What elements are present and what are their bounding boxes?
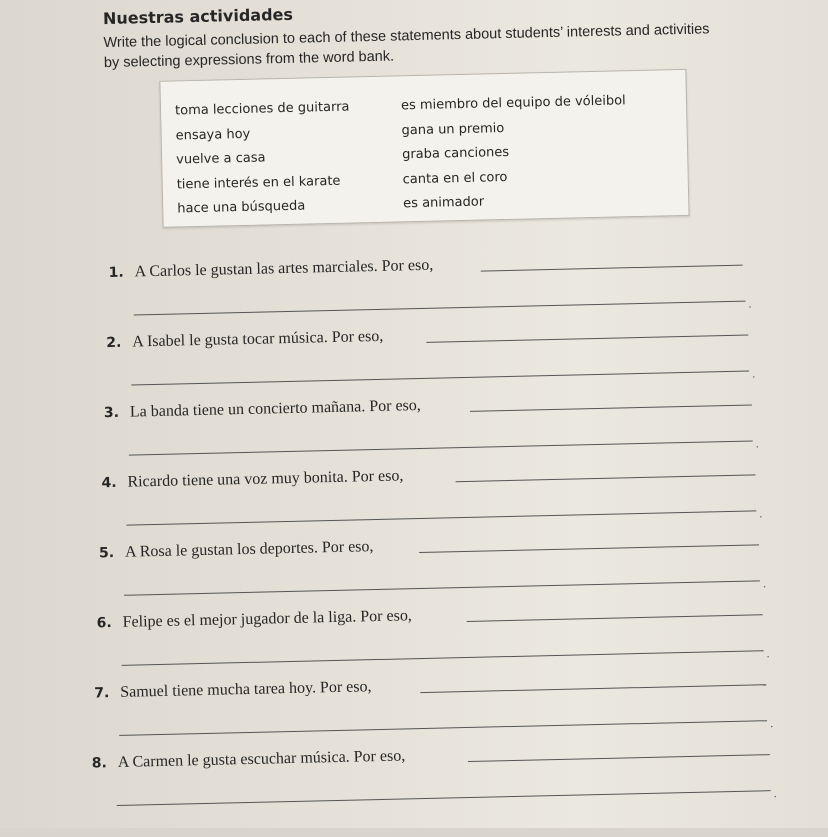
question-text: A Carmen le gusta escuchar música. Por eso, (117, 747, 406, 771)
answer-line[interactable] (126, 510, 756, 525)
question-number: 1. (108, 264, 124, 282)
question-text: Felipe es el mejor jugador de la liga. Por eso, (122, 607, 413, 631)
period-mark: . (755, 436, 759, 451)
period-mark: . (769, 716, 774, 731)
question-text: La banda tiene un concierto mañana. Por eso, (129, 396, 421, 421)
question-text: A Rosa le gustan los deportes. Por eso, (124, 538, 374, 561)
word-bank-item: hace una búsqueda (177, 198, 306, 217)
question-number: 6. (96, 615, 112, 632)
question-text: A Carlos le gustan las artes marciales. Por eso, (134, 256, 434, 281)
instructions: Write the logical conclusion to each of these statements about students’ interests and activities by selecting expressions from the word bank. (103, 21, 710, 72)
answer-line[interactable] (117, 790, 771, 806)
word-bank-item: ensaya hoy (175, 126, 251, 143)
question-text: Ricardo tiene una voz muy bonita. Por eso, (127, 467, 404, 491)
word-bank (159, 69, 689, 228)
word-bank-item: vuelve a casa (176, 150, 266, 168)
period-mark: . (759, 506, 763, 521)
question-number: 3. (103, 404, 120, 422)
period-mark: . (766, 646, 770, 661)
period-mark: . (752, 366, 756, 381)
word-bank-item: gana un premio (401, 120, 505, 138)
answer-line[interactable] (420, 684, 766, 693)
period-mark: . (762, 576, 767, 591)
question-text: Samuel tiene mucha tarea hoy. Por eso, (120, 678, 372, 701)
question-number: 5. (98, 544, 115, 562)
question-number: 4. (101, 474, 117, 492)
word-bank-right-column (401, 89, 628, 217)
answer-line[interactable] (481, 265, 743, 272)
word-bank-left-column (175, 96, 352, 222)
answer-line[interactable] (124, 580, 760, 595)
answer-line[interactable] (419, 544, 759, 553)
answer-line[interactable] (426, 335, 748, 343)
word-bank-item: canta en el coro (402, 169, 508, 187)
answer-line[interactable] (122, 650, 764, 666)
period-mark: . (773, 786, 777, 801)
answer-line[interactable] (470, 404, 752, 411)
page-title: Nuestras actividades (102, 4, 294, 29)
question-text: A Isabel le gusta tocar música. Por eso, (132, 327, 384, 351)
period-mark: . (748, 296, 752, 311)
answer-line[interactable] (468, 754, 770, 762)
question-number: 2. (106, 334, 122, 352)
answer-line[interactable] (131, 371, 749, 386)
answer-line[interactable] (129, 440, 753, 455)
answer-line[interactable] (134, 301, 746, 316)
word-bank-item: toma lecciones de guitarra (174, 99, 350, 119)
word-bank-item: tiene interés en el karate (176, 173, 341, 192)
answer-line[interactable] (456, 474, 756, 482)
answer-line[interactable] (119, 720, 767, 736)
question-number: 7. (94, 685, 110, 702)
question-number: 8. (91, 755, 108, 772)
answer-line[interactable] (467, 614, 763, 622)
word-bank-item: es animador (403, 194, 485, 212)
word-bank-item: es miembro del equipo de vóleibol (400, 93, 626, 114)
word-bank-item: graba canciones (401, 144, 510, 163)
